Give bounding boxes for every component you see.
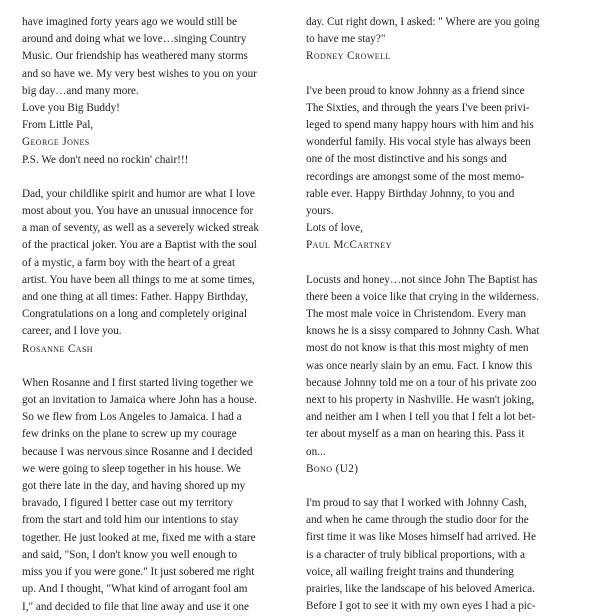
paragraph-gap (22, 169, 300, 186)
text-line: and so have we. My very best wishes to you on your (22, 67, 257, 80)
text-line: first time it was like Moses himself had arrived. He (306, 531, 536, 544)
text-line: and when he came through the studio door for the (306, 514, 529, 527)
text-line: to have me stay?" (306, 33, 386, 46)
text-line: next to his property in Nashville. He wasn't joking, (306, 394, 535, 407)
text-line: Lots of love, (306, 222, 363, 235)
text-line: most about you. You have an unusual innocence for (22, 205, 254, 218)
text-line: we were going to sleep together in his house. We (22, 462, 241, 475)
text-line: there been a voice like that crying in the wilderness. (306, 290, 539, 303)
text-line: When Rosanne and I first started living together we (22, 376, 254, 389)
rosanne-cash-letter (22, 186, 300, 358)
text-line: around and doing what we love…singing Country (22, 33, 247, 46)
text-line: most do not know is that this most mighty of men (306, 342, 529, 355)
text-line: few drinks on the plane to screw up my courage (22, 428, 237, 441)
text-line: Music. Our friendship has weathered many storms (22, 50, 248, 63)
text-line: up. And I thought, "What kind of arrogant fool am (22, 583, 248, 596)
text-line: because I was nervous since Rosanne and I decided (22, 445, 253, 458)
text-line: and said, "Son, I don't know you well enough to (22, 548, 238, 561)
text-line: rable ever. Happy Birthday Johnny, to you and (306, 187, 515, 200)
final-letter (306, 495, 586, 615)
text-line: have imagined forty years ago we would still be (22, 16, 237, 28)
rodney-crowell-story-end (306, 14, 586, 66)
text-line: a man of seventy, as well as a severely wicked streak (22, 222, 259, 235)
paragraph-gap (306, 478, 586, 495)
text-line: voice, all wailing freight trains and thundering (306, 565, 514, 578)
right-column (306, 14, 586, 616)
text-line: together. He just looked at me, fixed me with a stare (22, 531, 256, 544)
text-line: because Johnny told me on a tour of his private zoo (306, 376, 537, 389)
signature-rodney-crowell: Rodney Crowell (306, 50, 391, 63)
text-line: on... (306, 445, 326, 458)
text-line: The Sixties, and through the years I've been privi- (306, 101, 530, 114)
text-line: Love you Big Buddy! (22, 102, 120, 115)
text-line: The most male voice in Christendom. Every man (306, 308, 526, 321)
text-line: Dad, your childlike spirit and humor are what I love (22, 187, 256, 200)
text-line: knows he is a sissy compared to Johnny Cash. What (306, 325, 540, 338)
text-line: and one thing at all times: Father. Happy Birthday, (22, 291, 249, 304)
paragraph-gap (22, 358, 300, 375)
signature-rosanne-cash: Rosanne Cash (22, 342, 93, 355)
text-line: Locusts and honey…not since John The Baptist has (306, 273, 538, 286)
text-line: I've been proud to know Johnny as a friend since (306, 84, 525, 97)
paul-mccartney-letter (306, 83, 586, 255)
left-column (22, 14, 300, 616)
text-line: miss you if you were gone." It just sobered me right (22, 566, 255, 579)
text-line: artist. You have been all things to me at some times, (22, 273, 255, 286)
text-line: I'm proud to say that I worked with Johnny Cash, (306, 497, 527, 510)
text-line: So we flew from Los Angeles to Jamaica. I had a (22, 411, 242, 424)
text-line: Before I got to see it with my own eyes I had a pic- (306, 600, 536, 613)
text-line: recordings are amongst some of the most memo- (306, 170, 525, 183)
text-line: ter about myself as a man on hearing this. Pass it (306, 428, 525, 441)
text-line: of a mystic, a farm boy with the heart of a great (22, 256, 236, 269)
george-jones-letter (22, 14, 300, 169)
text-line: prairies, like the landscape of his beloved America. (306, 583, 535, 596)
text-line: one of the most distinctive and his songs and (306, 153, 507, 166)
text-line: career, and I love you. (22, 325, 122, 338)
text-line: I," and decided to file that line away and use it one (22, 600, 249, 613)
text-line: from the start and told him our intentions to stay (22, 514, 239, 527)
signature-bono: Bono (U2) (306, 462, 359, 475)
text-line: of the practical joker. You are a Baptist with the soul (22, 239, 257, 252)
signature-paul-mccartney: Paul McCartney (306, 239, 392, 252)
paragraph-gap (306, 66, 586, 83)
postscript: P.S. We don't need no rockin' chair!!! (22, 153, 189, 166)
text-line: yours. (306, 205, 334, 218)
text-line: and neither am I when I tell you that I felt a lot bet- (306, 411, 536, 424)
text-line: Congratulations on a long and completely original (22, 308, 247, 321)
text-line: got an invitation to Jamaica where John has a house. (22, 394, 257, 407)
text-line: From Little Pal, (22, 119, 94, 132)
text-line: big day…and many more. (22, 84, 139, 97)
rodney-crowell-story (22, 375, 300, 616)
text-line: got there late in the day, and having shored up my (22, 480, 246, 493)
text-line: leged to spend many happy hours with him and his (306, 119, 534, 132)
text-line: is a character of truly biblical proportions, with a (306, 548, 526, 561)
text-line: was once nearly slain by an emu. Fact. I know this (306, 359, 533, 372)
signature-george-jones: George Jones (22, 136, 90, 149)
paragraph-gap (306, 255, 586, 272)
bono-letter (306, 272, 586, 478)
text-line: bravado, I figured I better case out my territory (22, 497, 233, 510)
text-line: wonderful family. His vocal style has always been (306, 136, 531, 149)
text-line: day. Cut right down, I asked: " Where are you going (306, 16, 540, 28)
